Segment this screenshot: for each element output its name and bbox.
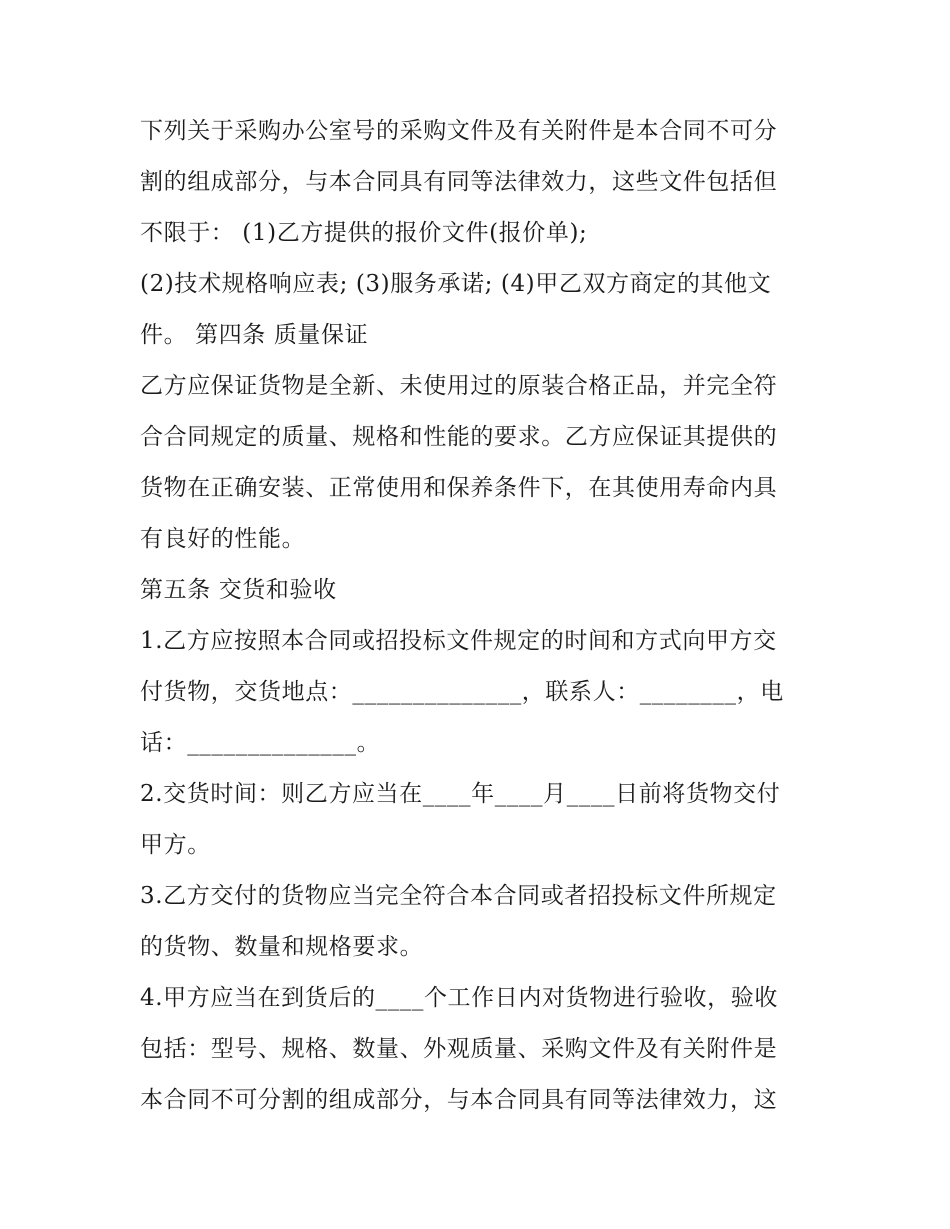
text-line: 有良好的性能。 [140, 526, 306, 552]
clause-4-line: 4.甲方应当在到货后的____个工作日内对货物进行验收，验收 [140, 985, 778, 1011]
clause-3-line: 3.乙方交付的货物应当完全符合本合同或者招投标文件所规定 [140, 883, 777, 909]
clause-1-line: 话：______________。 [140, 730, 381, 756]
clause-4-line: 包括：型号、规格、数量、外观质量、采购文件及有关附件是 [140, 1036, 778, 1062]
text-line: (2)技术规格响应表; (3)服务承诺; (4)甲乙双方商定的其他文 [140, 271, 772, 297]
article-5-heading: 第五条 交货和验收 [140, 577, 337, 603]
document-body [140, 106, 815, 1126]
text-line: 乙方应保证货物是全新、未使用过的原装合格正品，并完全符 [140, 373, 778, 399]
article-4-heading-line: 件。 第四条 质量保证 [140, 322, 369, 348]
clause-4-line: 本合同不可分割的组成部分，与本合同具有同等法律效力，这 [140, 1087, 778, 1113]
text-line: 合合同规定的质量、规格和性能的要求。乙方应保证其提供的 [140, 424, 778, 450]
clause-1-line: 1.乙方应按照本合同或招投标文件规定的时间和方式向甲方交 [140, 628, 777, 654]
text-line: 货物在正确安装、正常使用和保养条件下，在其使用寿命内具 [140, 475, 778, 501]
text-line: 下列关于采购办公室号的采购文件及有关附件是本合同不可分 [140, 118, 778, 144]
clause-2-line: 2.交货时间：则乙方应当在____年____月____日前将货物交付 [140, 781, 781, 807]
clause-1-line: 付货物，交货地点：______________，联系人：________，电 [140, 679, 784, 705]
text-line: 不限于： (1)乙方提供的报价文件(报价单); [140, 220, 588, 246]
clause-3-line: 的货物、数量和规格要求。 [140, 934, 424, 960]
text-line: 割的组成部分，与本合同具有同等法律效力，这些文件包括但 [140, 169, 778, 195]
clause-2-line: 甲方。 [140, 832, 211, 858]
